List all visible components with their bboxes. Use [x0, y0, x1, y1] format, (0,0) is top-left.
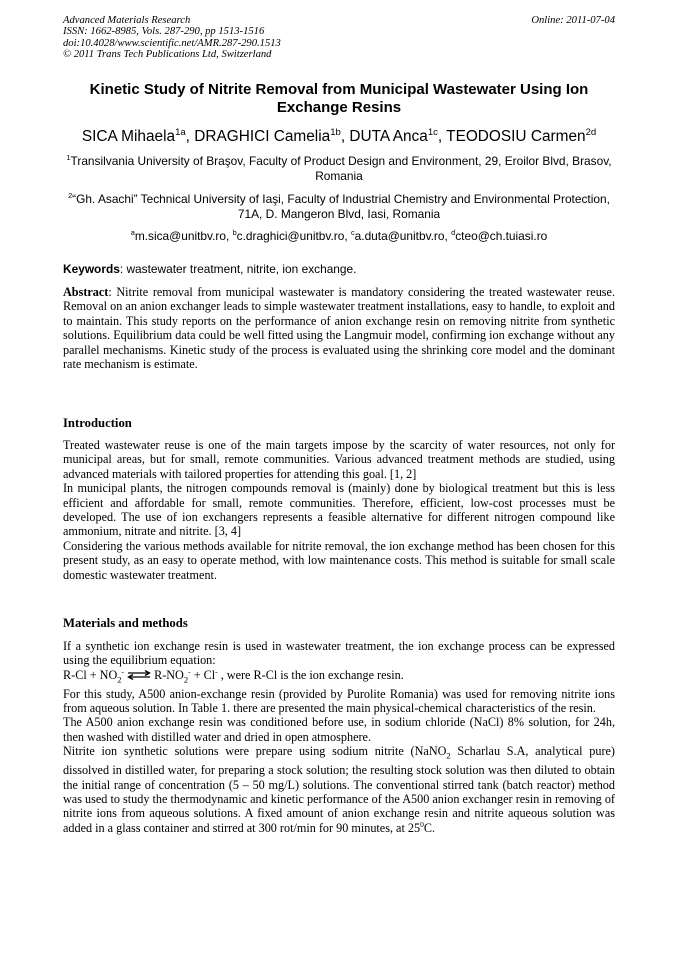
affiliation-mark: 2 [68, 191, 73, 201]
equation-superscript: - [188, 666, 191, 676]
journal-header [63, 15, 615, 61]
author-affiliation-mark: 1c [427, 126, 438, 138]
equilibrium-arrow-icon [127, 669, 151, 683]
methods-section [63, 639, 615, 835]
affiliation-text: Transilvania University of Braşov, Faculty of Product Design and Environment, 29, Eroilor Blvd, Brasov, Romania [70, 154, 612, 183]
journal-doi: doi:10.4028/www.scientific.net/AMR.287-290.1513 [63, 37, 281, 49]
author-separator: , [185, 128, 195, 145]
equation-subscript: 2 [117, 674, 122, 685]
methods-text: Scharlau S.A, analytical pure) dissolved in distilled water, for preparing a stock solution; the resulting stock solution was then diluted to obtain the initial range of concentration (5 – 50 mg/L) solutions. The conventional stirred tank (batch reactor) method was used to study the thermodynamic and kinetic performance of the A500 anion exchanger resin in removing of nitrite ions from aqueous solutions. A fixed amount of anion exchange resin and nitrite aqueous solution was added in a glass container and stirred at 300 rot/min for 90 minutes, at 25 [63, 744, 615, 835]
email-mark: a [130, 228, 135, 238]
author-separator: , [340, 128, 350, 145]
keywords-text: : wastewater treatment, nitrite, ion exchange. [119, 262, 357, 276]
email-mark: d [451, 228, 456, 238]
introduction-paragraph: Treated wastewater reuse is one of the main targets impose by the scarcity of water resources, not only for municipal areas, but for small, remote communities. Various advanced treatment methods are studied, using advanced materials with tailored properties for attending this goal. [1, 2] [63, 438, 615, 481]
equation-lhs: R-Cl + NO [63, 667, 118, 682]
keywords [63, 262, 615, 276]
author-separator: , [437, 128, 447, 145]
introduction-section [63, 438, 615, 582]
equation-superscript: - [121, 666, 125, 676]
affiliation-1 [63, 154, 615, 183]
author-affiliation-mark: 1b [330, 126, 341, 138]
methods-paragraph: For this study, A500 anion-exchange resin (provided by Purolite Romania) was used for removing nitrite ions from aqueous solution. In Table 1. there are presented the main physical-chemical characteristics of the resin. [63, 686, 615, 716]
email-link[interactable]: c.draghici@unitbv.ro, [236, 229, 351, 243]
email-link[interactable]: m.sica@unitbv.ro, [134, 229, 233, 243]
email-link[interactable]: a.duta@unitbv.ro, [354, 229, 452, 243]
abstract-label: Abstract [63, 285, 109, 299]
email-list [63, 229, 615, 244]
author-affiliation-mark: 1a [175, 126, 186, 138]
section-heading-introduction: Introduction [63, 416, 132, 430]
methods-text: C. [423, 820, 436, 835]
introduction-paragraph: In municipal plants, the nitrogen compounds removal is (mainly) done by biological treatment but this is less efficient and affordable for small, remote communities. Therefore, efficient, low-cost processes must be developed. The use of ion exchangers represents a feasible alternative for different nitrogen compound like ammonium, nitrate and nitrite. [3, 4] [63, 481, 615, 539]
equation-superscript: - [215, 666, 218, 676]
abstract-paragraph [63, 285, 615, 371]
author-name: TEODOSIU Carmen [446, 128, 586, 145]
journal-copyright: © 2011 Trans Tech Publications Ltd, Switzerland [63, 49, 272, 61]
author-name: DUTA Anca [349, 128, 428, 145]
journal-issn: ISSN: 1662-8985, Vols. 287-290, pp 1513-1516 [63, 26, 265, 38]
equation-rhs-chloride: + Cl [190, 667, 216, 682]
online-date: Online: 2011-07-04 [531, 15, 615, 26]
affiliation-mark: 1 [66, 153, 71, 163]
equilibrium-equation [63, 668, 615, 687]
email-mark: b [232, 228, 237, 238]
equation-tail: , were R-Cl is the ion exchange resin. [217, 667, 404, 682]
section-heading-methods: Materials and methods [63, 616, 188, 630]
methods-paragraph: The A500 anion exchange resin was conditioned before use, in sodium chloride (NaCl) 8% solution, for 24h, then washed with distilled water and dried in open atmosphere. [63, 715, 615, 744]
author-name: DRAGHICI Camelia [194, 128, 331, 145]
abstract-text: : Nitrite removal from municipal wastewater is mandatory considering the treated wastewater reuse. Removal on an anion exchanger leads to simple wastewater treatment installations, easy to handle, to exploit and to maintain. This study reports on the performance of anion exchange resin on removing nitrite from synthetic solutions. Equilibrium data could be well fitted using the Langmuir model, confirming ion exchange without any parallel mechanisms. Kinetic study of the process is evaluated using the shrinking core model and the dominant rate mechanism is estimate. [63, 285, 615, 372]
equation-subscript: 2 [183, 674, 189, 685]
methods-paragraph [63, 744, 615, 835]
degree-superscript: 0 [420, 819, 424, 829]
author-name: SICA Mihaela [81, 128, 176, 145]
methods-paragraph: If a synthetic ion exchange resin is used in wastewater treatment, the ion exchange process can be expressed using the equilibrium equation: [63, 639, 615, 668]
affiliation-2 [63, 192, 615, 221]
affiliation-text: “Gh. Asachi” Technical University of Iaşi, Faculty of Industrial Chemistry and Environmental Protection, 71A, D. Mangeron Blvd, Iasi, Romania [72, 192, 610, 221]
email-link[interactable]: cteo@ch.tuiasi.ro [455, 229, 548, 243]
equation-rhs: R-NO [154, 667, 184, 682]
author-affiliation-mark: 2d [585, 126, 597, 138]
methods-text: Nitrite ion synthetic solutions were prepare using sodium nitrite (NaNO [63, 744, 447, 759]
paper-title: Kinetic Study of Nitrite Removal from Municipal Wastewater Using Ion Exchange Resins [89, 81, 589, 116]
keywords-label: Keywords [63, 262, 120, 276]
author-list [40, 128, 638, 146]
introduction-paragraph: Considering the various methods available for nitrite removal, the ion exchange method has been chosen for this present study, as an easy to operate method, with low maintenance costs. This method is suitable for small scale domestic wastewater treatment. [63, 538, 615, 582]
journal-name: Advanced Materials Research [63, 15, 191, 26]
email-mark: c [350, 228, 355, 238]
formula-subscript: 2 [446, 750, 451, 761]
abstract [63, 285, 615, 371]
